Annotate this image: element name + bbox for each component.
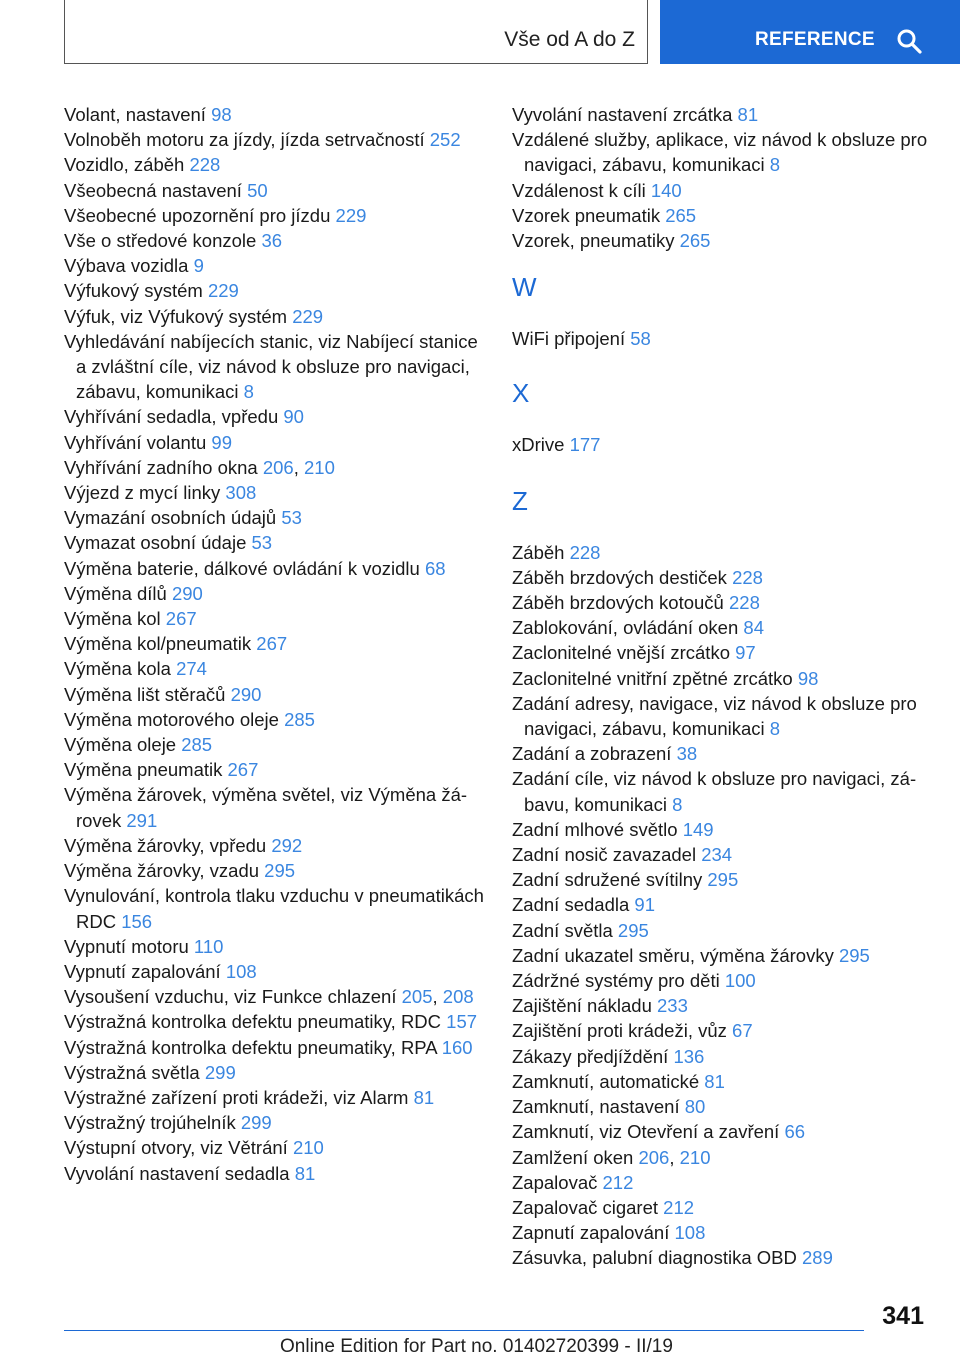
entry-text: Zamknutí, viz Otevření a zavření [512, 1121, 785, 1143]
index-entry [64, 581, 489, 606]
entry-text: Zamlžení oken [512, 1146, 639, 1168]
page-link[interactable]: 81 [413, 1086, 435, 1108]
entry-text: Výměna kola [64, 658, 177, 680]
section-letter-x: X [512, 378, 530, 409]
entry-text: Vyvolání nastavení zrcátka [512, 104, 738, 125]
index-entry [512, 1094, 932, 1119]
index-entry [512, 968, 932, 993]
index-entry [64, 178, 489, 203]
index-entry [64, 152, 489, 177]
page-number: 341 [882, 1302, 924, 1330]
page-link[interactable]: 267 [256, 633, 288, 655]
entry-list-z [512, 540, 932, 1271]
entry-text: Vypnutí motoru [64, 935, 194, 957]
index-entry [512, 102, 932, 127]
page-link[interactable]: 108 [674, 1222, 706, 1244]
index-entry [64, 782, 489, 832]
page-link[interactable]: 208 [442, 986, 474, 1008]
entry-text: Zadání adresy, navigace, viz návod k obsluze pro navigaci, zábavu, komunikaci [512, 692, 917, 740]
page-link[interactable]: 100 [724, 970, 756, 992]
entry-text: Zajištění proti krádeži, vůz [512, 1020, 733, 1042]
entry-text: Zapalovač [512, 1171, 603, 1193]
entry-text: Vypnutí zapalování [64, 960, 226, 982]
index-entry [64, 934, 489, 959]
index-entry [512, 432, 932, 457]
page-link[interactable]: 38 [676, 743, 698, 765]
index-entry [64, 203, 489, 228]
page-link[interactable]: 140 [650, 179, 682, 201]
index-entry [64, 858, 489, 883]
index-entry [64, 1035, 489, 1060]
page-link[interactable]: 265 [679, 230, 711, 252]
index-entry [64, 656, 489, 681]
entry-list-w [512, 326, 932, 351]
page-link[interactable]: 210 [304, 456, 335, 478]
page-link[interactable]: 295 [617, 919, 649, 941]
page-link[interactable]: 98 [211, 104, 232, 125]
page-link[interactable]: 68 [424, 557, 446, 579]
entry-text: Zaclonitelné vnější zrcátko [512, 642, 736, 664]
index-entry: Zamlžení oken 206, 210 [512, 1146, 711, 1168]
page-link[interactable]: 308 [225, 482, 257, 504]
entry-text: Vzdálené služby, aplikace, viz návod k obsluze pro navigaci, zábavu, komunikaci [512, 129, 928, 176]
index-entry [512, 203, 932, 228]
entry-text: Zadní mlhové světlo [512, 818, 683, 840]
entry-text: Výfuk, viz Výfukový systém [64, 305, 293, 327]
entry-text: Zadní ukazatel směru, výměna žárovky [512, 944, 839, 966]
index-entry [512, 326, 932, 351]
index-entry [64, 253, 489, 278]
page-link[interactable]: 160 [441, 1036, 473, 1058]
index-entry [512, 943, 932, 968]
page-link[interactable]: 229 [335, 204, 367, 226]
page-link[interactable]: 8 [243, 381, 254, 403]
page-link[interactable]: 267 [165, 608, 197, 630]
page-link[interactable]: 228 [729, 592, 760, 614]
index-entry [64, 329, 489, 405]
index-entry [64, 127, 489, 152]
page-link[interactable]: 210 [679, 1146, 711, 1168]
page-link[interactable]: 291 [126, 809, 158, 831]
entry-text: Zaclonitelné vnitřní zpětné zrcátko [512, 667, 798, 689]
page-link[interactable]: 81 [294, 1162, 316, 1184]
entry-text: Záběh brzdových kotoučů [512, 592, 729, 614]
reference-label: REFERENCE [755, 29, 875, 50]
entry-text: Vzorek pneumatik [512, 204, 666, 226]
index-entry [64, 505, 489, 530]
index-entry [64, 1110, 489, 1135]
index-entry [64, 404, 489, 429]
entry-text: Zadání a zobrazení [512, 743, 677, 765]
index-entry [64, 278, 489, 303]
entry-text: Zádržné systémy pro děti [512, 970, 725, 992]
entry-text: Vyhřívání volantu [64, 431, 212, 453]
index-entry [64, 102, 489, 127]
page-link[interactable]: 299 [204, 1061, 236, 1083]
index-column-left [64, 102, 489, 1186]
section-letter-w: W [512, 272, 537, 303]
page-link[interactable]: 285 [181, 734, 213, 756]
search-icon[interactable] [896, 28, 922, 54]
entry-text: Vzorek, pneumatiky [512, 230, 680, 252]
entry-text: Zásuvka, palubní diagnostika OBD [512, 1247, 802, 1269]
entry-list-v-left [64, 102, 489, 1186]
index-entry [512, 1195, 932, 1220]
page-link[interactable]: 267 [227, 759, 259, 781]
page-link[interactable]: 285 [284, 708, 315, 730]
entry-text: Výměna kol/pneumatik [64, 633, 257, 655]
page-link[interactable]: 206 [638, 1146, 670, 1168]
entry-text: Výměna baterie, dálkové ovládání k vozidlu [64, 557, 425, 579]
entry-list-v-right [512, 102, 932, 253]
entry-text: Výměna motorového oleje [64, 708, 285, 730]
page-link[interactable]: 9 [193, 255, 204, 277]
entry-text: Volnoběh motoru za jízdy, jízda setrvačností [64, 129, 430, 151]
page-link[interactable]: 234 [701, 844, 733, 866]
entry-text: Vymazat osobní údaje [64, 532, 252, 554]
index-entry [64, 530, 489, 555]
index-entry [64, 1060, 489, 1085]
index-entry [512, 1170, 932, 1195]
entry-text: Výjezd z mycí linky [64, 482, 226, 504]
entry-text: Výměna žárovky, vzadu [64, 860, 265, 882]
entry-text: Zapalovač cigaret [512, 1196, 664, 1218]
page-link[interactable]: 81 [737, 104, 759, 125]
index-entry [512, 178, 932, 203]
page-link[interactable]: 299 [240, 1112, 272, 1134]
entry-text: Výstražné zařízení proti krádeži, viz Alarm [64, 1086, 414, 1108]
page-link[interactable]: 177 [569, 434, 601, 456]
page-link[interactable]: 229 [207, 280, 239, 302]
page-link[interactable]: 66 [784, 1121, 806, 1143]
index-entry [64, 883, 489, 933]
page-link[interactable]: 206 [262, 456, 294, 478]
page-link[interactable]: 81 [704, 1070, 725, 1092]
footer-edition: Online Edition for Part no. 01402720399 - II/19 [280, 1336, 673, 1357]
index-entry [512, 817, 932, 842]
reference-tab[interactable] [660, 0, 960, 64]
index-entry [512, 1069, 932, 1094]
page-link[interactable]: 67 [732, 1020, 753, 1042]
index-entry: Vyhřívání zadního okna 206, 210 [64, 456, 335, 478]
index-entry [64, 1085, 489, 1110]
index-entry [512, 741, 932, 766]
page-link[interactable]: 156 [121, 910, 153, 932]
entry-text: Záběh brzdových destiček [512, 566, 733, 588]
entry-text: Výstražný trojúhelník [64, 1112, 241, 1134]
index-entry [64, 631, 489, 656]
page-link[interactable]: 53 [251, 532, 273, 554]
index-entry [512, 640, 932, 665]
page-link[interactable]: 58 [630, 328, 651, 350]
entry-text: Výměna oleje [64, 734, 182, 756]
entry-text: Výměna kol [64, 608, 166, 630]
footer-divider [64, 1330, 864, 1331]
page-link[interactable]: 290 [230, 683, 262, 705]
page-link[interactable]: 53 [281, 507, 302, 529]
page-link[interactable]: 210 [292, 1137, 324, 1159]
page-link[interactable]: 274 [176, 658, 207, 680]
index-entry [512, 127, 932, 177]
entry-text: Výměna žárovky, vpředu [64, 834, 272, 856]
index-entry [512, 666, 932, 691]
index-entry: Vysoušení vzduchu, viz Funkce chlazení 205, 208 [64, 986, 474, 1008]
page-link[interactable]: 97 [735, 642, 756, 664]
page-link[interactable]: 233 [657, 995, 688, 1017]
entry-text: Výbava vozidla [64, 255, 194, 277]
entry-text: Výstražná kontrolka defektu pneumatiky, RPA [64, 1036, 442, 1058]
entry-text: Zadní sedadla [512, 894, 635, 916]
entry-text: Volant, nastavení [64, 104, 212, 125]
entry-text: Zajištění nákladu [512, 995, 658, 1017]
index-entry [512, 691, 932, 741]
entry-text: Vyhřívání sedadla, vpředu [64, 406, 284, 428]
index-entry [512, 867, 932, 892]
index-entry [512, 1220, 932, 1245]
page-link[interactable]: 252 [429, 129, 461, 151]
entry-text: Výstražná kontrolka defektu pneumatiky, RDC [64, 1011, 447, 1033]
index-column-right [512, 102, 932, 1271]
entry-text: Výměna pneumatik [64, 759, 228, 781]
entry-text: Zákazy předjíždění [512, 1045, 674, 1067]
page-link[interactable]: 108 [225, 960, 257, 982]
entry-text: Výstražná světla [64, 1061, 205, 1083]
index-entry [64, 959, 489, 984]
entry-text: Záběh [512, 541, 570, 563]
index-entry [512, 1119, 932, 1144]
index-entry [64, 757, 489, 782]
index-entry [64, 1135, 489, 1160]
entry-text: Vysoušení vzduchu, viz Funkce chlazení [64, 986, 402, 1008]
page-link[interactable]: 8 [769, 718, 781, 740]
entry-text: Vynulování, kontrola tlaku vzduchu v pneumatikách RDC [64, 885, 484, 932]
entry-text: Výměna žárovek, výměna světel, viz Výměna žárovek [64, 784, 468, 831]
page-link[interactable]: 36 [261, 230, 283, 252]
page-link[interactable]: 8 [769, 154, 781, 176]
page-link[interactable]: 98 [797, 667, 819, 689]
index-entry [512, 842, 932, 867]
entry-text: Zadání cíle, viz návod k obsluze pro navigaci, zábavu, komunikaci [512, 768, 917, 815]
entry-text: Zadní světla [512, 919, 618, 941]
index-entry [512, 918, 932, 943]
page-link[interactable]: 290 [171, 582, 203, 604]
entry-text: Zablokování, ovládání oken [512, 617, 744, 639]
header-box [64, 0, 648, 64]
page-link[interactable]: 265 [665, 204, 697, 226]
entry-text: Výměna dílů [64, 582, 172, 604]
page-link[interactable]: 99 [211, 431, 232, 453]
entry-text: Zadní sdružené svítilny [512, 869, 708, 891]
entry-text: Zamknutí, automatické [512, 1070, 705, 1092]
page-link[interactable]: 212 [602, 1171, 634, 1193]
entry-text: Zapnutí zapalování [512, 1222, 675, 1244]
page-link[interactable]: 295 [707, 869, 739, 891]
page-link[interactable]: 228 [189, 154, 221, 176]
index-entry [64, 1161, 489, 1186]
index-entry [512, 1245, 932, 1270]
entry-text: xDrive [512, 434, 570, 456]
section-letter-z: Z [512, 485, 528, 516]
index-entry [64, 732, 489, 757]
index-entry [512, 1044, 932, 1069]
entry-text: Vyhřívání zadního okna [64, 456, 263, 478]
page-link[interactable]: 228 [732, 566, 763, 588]
index-entry [512, 615, 932, 640]
index-entry [512, 590, 932, 615]
entry-text: Výfukový systém [64, 280, 208, 302]
index-entry [512, 766, 932, 816]
index-entry [64, 707, 489, 732]
index-entry [512, 1018, 932, 1043]
entry-text: Vše o středové konzole [64, 230, 262, 252]
index-entry [512, 228, 932, 253]
page-link[interactable]: 50 [247, 179, 268, 201]
page-link[interactable]: 110 [193, 935, 224, 957]
index-entry [64, 304, 489, 329]
entry-text: Zadní nosič zavazadel [512, 844, 702, 866]
entry-text: Výstupní otvory, viz Větrání [64, 1137, 293, 1159]
page-link[interactable]: 84 [743, 617, 764, 639]
entry-text: Výměna lišt stěračů [64, 683, 231, 705]
page-link[interactable]: 289 [802, 1247, 833, 1269]
index-entry [64, 833, 489, 858]
page-link[interactable]: 90 [283, 406, 304, 428]
page-link[interactable]: 136 [673, 1045, 705, 1067]
page-link[interactable]: 295 [838, 944, 870, 966]
page-link[interactable]: 205 [401, 986, 433, 1008]
entry-text: Všeobecné upozornění pro jízdu [64, 204, 336, 226]
index-entry [512, 565, 932, 590]
page-link[interactable]: 91 [634, 894, 655, 916]
page-link[interactable]: 8 [672, 793, 683, 815]
entry-text: Vyhledávání nabíjecích stanic, viz Nabíjecí stanice a zvláštní cíle, viz návod k obsluze pro navigaci, zábavu, komunikaci [64, 330, 478, 403]
section-title: Vše od A do Z [504, 28, 635, 51]
entry-text: WiFi připojení [512, 328, 631, 350]
entry-text: Zamknutí, nastavení [512, 1096, 685, 1118]
index-entry [512, 540, 932, 565]
entry-text: Vyvolání nastavení sedadla [64, 1162, 295, 1184]
index-entry [64, 480, 489, 505]
page-link[interactable]: 149 [682, 818, 714, 840]
index-entry [512, 892, 932, 917]
index-entry [64, 682, 489, 707]
page-link[interactable]: 292 [271, 834, 303, 856]
page-link[interactable]: 295 [264, 860, 296, 882]
entry-text: Vymazání osobních údajů [64, 507, 282, 529]
page-link[interactable]: 80 [684, 1096, 706, 1118]
entry-text: Všeobecná nastavení [64, 179, 248, 201]
page-link[interactable]: 228 [569, 541, 601, 563]
page-link[interactable]: 157 [446, 1011, 478, 1033]
index-entry [512, 993, 932, 1018]
index-entry [64, 1009, 489, 1034]
index-entry [64, 228, 489, 253]
page-link[interactable]: 229 [292, 305, 324, 327]
entry-list-x [512, 432, 932, 457]
entry-text: Vozidlo, záběh [64, 154, 190, 176]
entry-text: Vzdálenost k cíli [512, 179, 651, 201]
index-entry [64, 606, 489, 631]
page-link[interactable]: 212 [663, 1196, 695, 1218]
index-entry [64, 430, 489, 455]
index-entry [64, 556, 489, 581]
